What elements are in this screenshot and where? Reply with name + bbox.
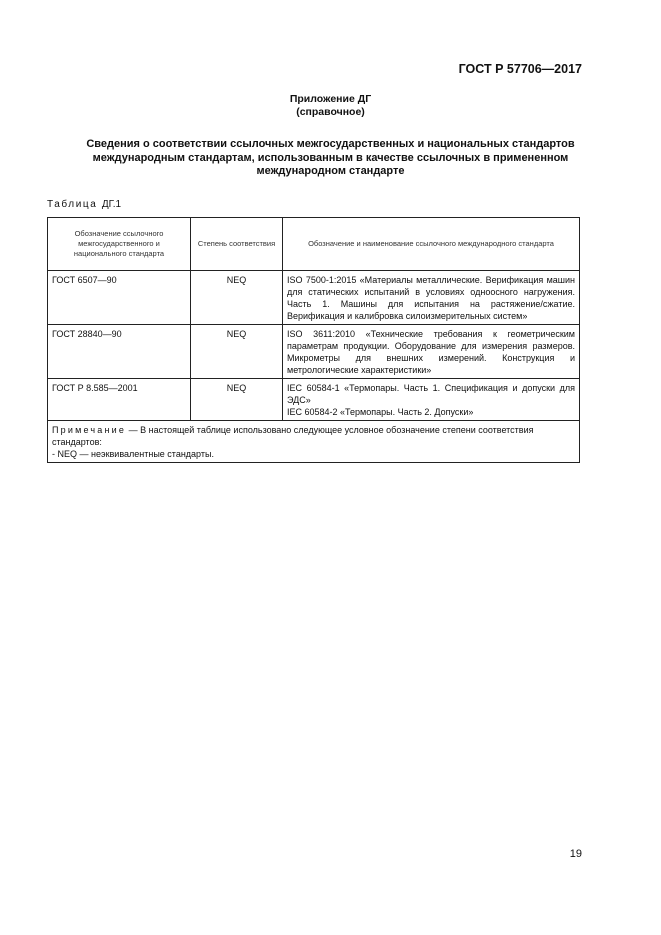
table-row [48, 379, 580, 421]
international-standard-text: ISO 3611:2010 «Технические требования к геометрическим параметрам продукции. Оборудование для измерения размеров. Микрометры для внешних измерений. Конструкция и метрологические характеристики» [287, 329, 575, 375]
international-standard-text: IEC 60584-1 «Термопары. Часть 1. Спецификация и допуски для ЭДС» [287, 383, 575, 405]
annex-subtitle: (справочное) [296, 106, 365, 118]
table-note [48, 421, 580, 463]
note-word: Примечание [52, 425, 127, 435]
international-standard-text: IEC 60584-2 «Термопары. Часть 2. Допуски» [287, 407, 474, 417]
table-row [48, 271, 580, 325]
standards-table [47, 217, 580, 463]
table-label-word: Таблица [47, 199, 98, 210]
table-label [47, 199, 121, 210]
table-row [48, 325, 580, 379]
header-international-standard: Обозначение и наименование ссылочного международного стандарта [283, 218, 580, 271]
note-text: — В настоящей таблице использовано следующее условное обозначение степени соответствия стандартов: [52, 425, 534, 447]
table-header-row [48, 218, 580, 271]
cell-international [283, 379, 580, 421]
annex-heading [0, 93, 661, 119]
header-degree: Степень соответствия [191, 218, 283, 271]
cell-degree: NEQ [191, 271, 283, 325]
cell-national-code: ГОСТ 28840—90 [48, 325, 191, 379]
note-item: - NEQ — неэквивалентные стандарты. [52, 449, 214, 459]
document-code: ГОСТ Р 57706—2017 [458, 62, 582, 76]
cell-degree: NEQ [191, 379, 283, 421]
annex-title: Приложение ДГ [289, 93, 372, 105]
main-title: Сведения о соответствии ссылочных межгосударственных и национальных стандартов международным стандартам, использованным в качестве ссылочных в примененном международном стандарте [86, 138, 575, 177]
cell-national-code: ГОСТ Р 8.585—2001 [48, 379, 191, 421]
header-national-standard: Обозначение ссылочного межгосударственного и национального стандарта [48, 218, 191, 271]
international-standard-text: ISO 7500-1:2015 «Материалы металлические. Верификация машин для статических испытаний в условиях одноосного нагружения. Часть 1. Машины для испытания на растяжение/сжатие. Верификация и калибровка силоизмерительных систем» [287, 275, 575, 321]
page-number: 19 [569, 848, 582, 860]
cell-national-code: ГОСТ 6507—90 [48, 271, 191, 325]
cell-degree: NEQ [191, 325, 283, 379]
table-label-number: ДГ.1 [101, 199, 122, 210]
cell-international [283, 271, 580, 325]
cell-international [283, 325, 580, 379]
table-note-row [48, 421, 580, 463]
